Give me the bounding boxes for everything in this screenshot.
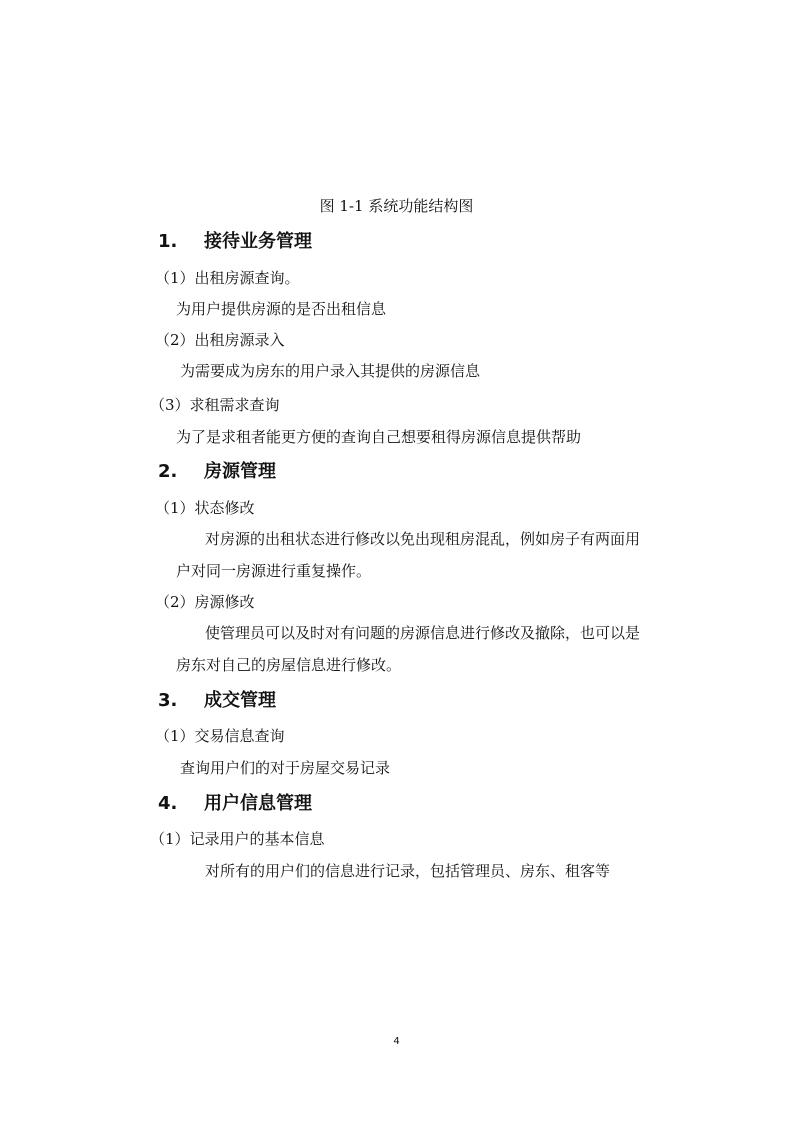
subsection-label: （1）记录用户的基本信息	[150, 830, 325, 848]
subsection-label: （2）出租房源录入	[155, 331, 285, 349]
paragraph-line: 查询用户们的对于房屋交易记录	[180, 759, 391, 777]
paragraph-line: 对房源的出租状态进行修改以免出现租房混乱，例如房子有两面用	[205, 530, 641, 548]
paragraph-line: 使管理员可以及时对有问题的房源信息进行修改及撤除，也可以是	[205, 624, 641, 642]
figure-caption: 图 1-1 系统功能结构图	[319, 197, 474, 215]
subsection-label: （1）状态修改	[155, 499, 255, 517]
section-heading	[158, 230, 458, 254]
paragraph-line: 房东对自己的房屋信息进行修改。	[176, 656, 402, 674]
section-number: 2.	[158, 461, 178, 482]
section-heading	[158, 792, 458, 816]
section-heading	[158, 689, 458, 713]
section-title: 房源管理	[204, 461, 276, 482]
subsection-label: （1）交易信息查询	[155, 727, 285, 745]
page-number: 4	[393, 1036, 400, 1047]
section-heading	[158, 460, 458, 484]
section-title: 接待业务管理	[204, 231, 312, 252]
section-title: 成交管理	[204, 690, 276, 711]
subsection-label: （3）求租需求查询	[150, 396, 280, 414]
section-number: 3.	[158, 690, 178, 711]
section-number: 4.	[158, 793, 178, 814]
paragraph-line: 为需要成为房东的用户录入其提供的房源信息	[180, 362, 481, 380]
section-number: 1.	[158, 231, 178, 252]
paragraph-line: 户对同一房源进行重复操作。	[176, 562, 372, 580]
subsection-label: （1）出租房源查询。	[155, 269, 300, 287]
paragraph-line: 为用户提供房源的是否出租信息	[176, 300, 387, 318]
subsection-label: （2）房源修改	[155, 593, 255, 611]
paragraph-line: 对所有的用户们的信息进行记录，包括管理员、房东、租客等	[205, 862, 611, 880]
paragraph-line: 为了是求租者能更方便的查询自己想要租得房源信息提供帮助	[176, 428, 582, 446]
section-title: 用户信息管理	[204, 793, 312, 814]
